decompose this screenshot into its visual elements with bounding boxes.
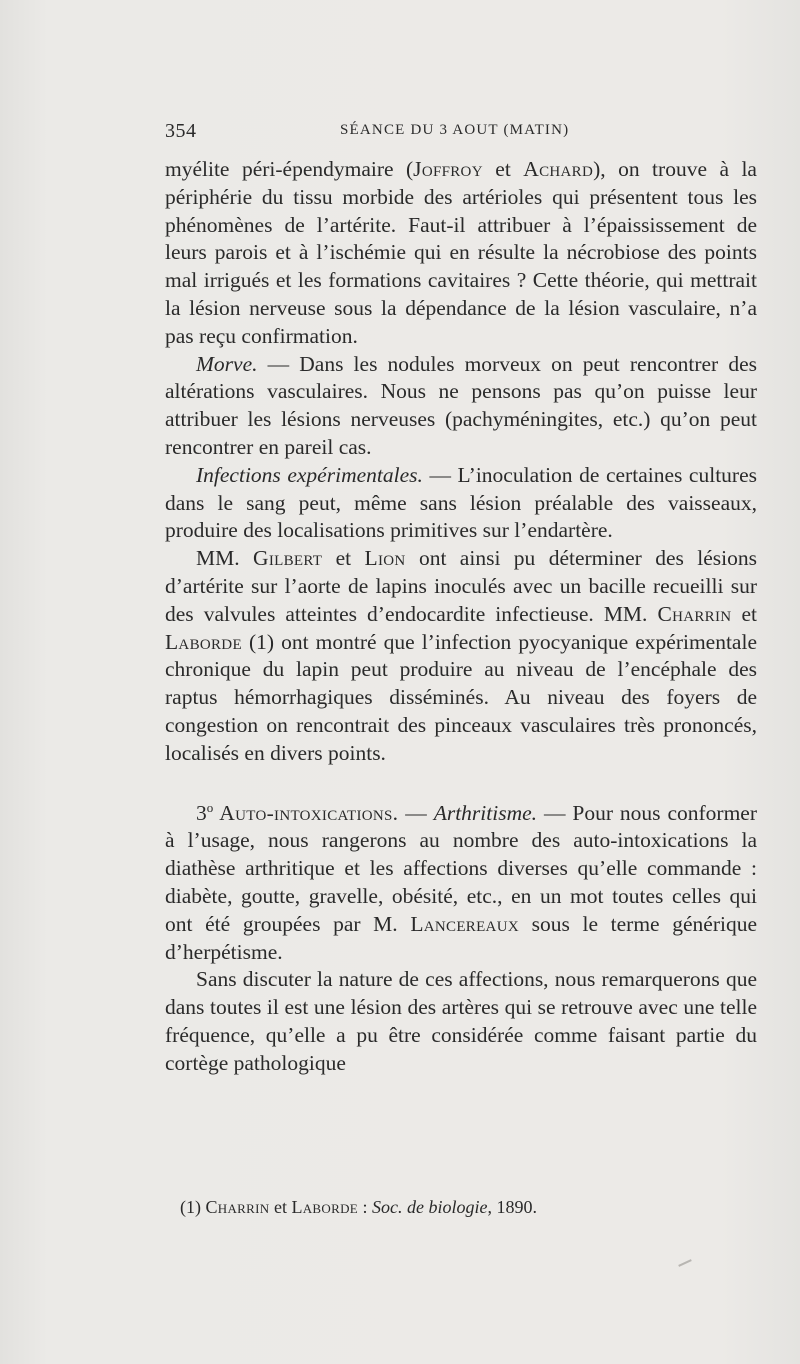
section-heading: Arthritisme. [433,800,538,825]
footnote-source: Soc. de biologie [372,1197,488,1217]
running-title: SÉANCE DU 3 AOUT (MATIN) [340,122,570,138]
author-name: Charrin [657,601,732,626]
text-run: — [398,800,434,825]
footnote [180,1195,750,1219]
paragraph-gilbert-lion [165,545,757,767]
author-name: Gilbert [253,546,323,571]
author-name: Laborde [291,1197,358,1217]
paper-mark [678,1259,692,1267]
author-name: Lion [364,546,406,571]
section-heading: Morve. [196,351,258,376]
text-run: et [322,546,365,571]
paragraph-infections [165,462,757,545]
author-name: Laborde [165,629,242,654]
paragraph-1 [165,156,757,351]
author-name: Charrin [205,1197,270,1217]
section-title: Auto-intoxications. [213,800,399,825]
ordinal-mark: o [206,799,214,815]
text-run: — Pour nous conformer à l’usage, nous rangerons au nombre des auto-intoxications la diathèse arthritique et les affections diverses qu’elle commande : diabète, goutte, gravelle, obésité, etc., en un mot toutes celles qui ont été groupées par M. [165,800,757,936]
author-name: Lancereaux [410,911,519,936]
text-run: — Dans les nodules morveux on peut rencontrer des altérations vasculaires. Nous ne pensons pas qu’on puisse leur attribuer les lésions nerveuses (pachyméningites, etc.) qu’on peut rencontrer en pareil cas. [165,351,757,459]
text-run: (1) ont montré que l’infection pyocyanique expérimentale chronique du lapin peut produire au niveau de l’encéphale des raptus hémorrhagiques disséminés. Au niveau des foyers de congestion on rencontrait des pinceaux vasculaires très prononcés, localisés en divers points. [165,629,757,765]
section-heading: Infections expérimentales. [196,462,423,487]
page-header [165,120,757,148]
body-text [165,156,757,1078]
text-run: myélite péri-épendymaire ( [165,157,414,181]
section-number: 3 [196,800,207,825]
text-run: MM. [196,546,254,571]
text-run: — L’inoculation de certaines cultures dans le sang peut, même sans lésion préalable des vaisseaux, produire des localisations primitives sur l’endartère. [165,462,757,543]
text-run: : [358,1197,373,1217]
text-run: sous le terme générique d’herpétisme. [165,911,758,964]
text-run: Sans discuter la nature de ces affections, nous remarquerons que dans toutes il est une lésion des artères qui se retrouve avec une telle fréquence, qu’elle a pu être considérée comme faisant partie du cortège pathologique [165,967,757,1075]
author-name: Achard [523,157,594,181]
page-number: 354 [165,120,197,142]
text-run: ont ainsi pu déterminer des lésions d’artérite sur l’aorte de lapins inoculés avec un bacille recueilli sur des valvules atteintes d’endocardite infectieuse. MM. [165,546,757,626]
footnote-marker: (1) [180,1197,206,1217]
text-run: et [269,1197,292,1217]
text-run: et [482,157,524,181]
paragraph-sans-discuter [165,966,757,1077]
text-run: et [731,601,757,626]
text-run: ), on trouve à la périphérie du tissu morbide des artérioles qui présentent tous les phénomènes de l’artérite. Faut-il attribuer à l’épaississement de leurs parois et à l’ischémie qui en résulte la nécrobiose des points mal irrigués et les formations cavitaires ? Cette théorie, qui mettrait la lésion nerveuse sous la dépendance de la lésion vasculaire, n’a pas reçu confirmation. [165,157,757,348]
paragraph-auto-intoxications [165,794,757,967]
author-name: Joffroy [413,157,483,181]
paragraph-morve [165,351,757,462]
footnote-year: , 1890. [487,1197,537,1217]
